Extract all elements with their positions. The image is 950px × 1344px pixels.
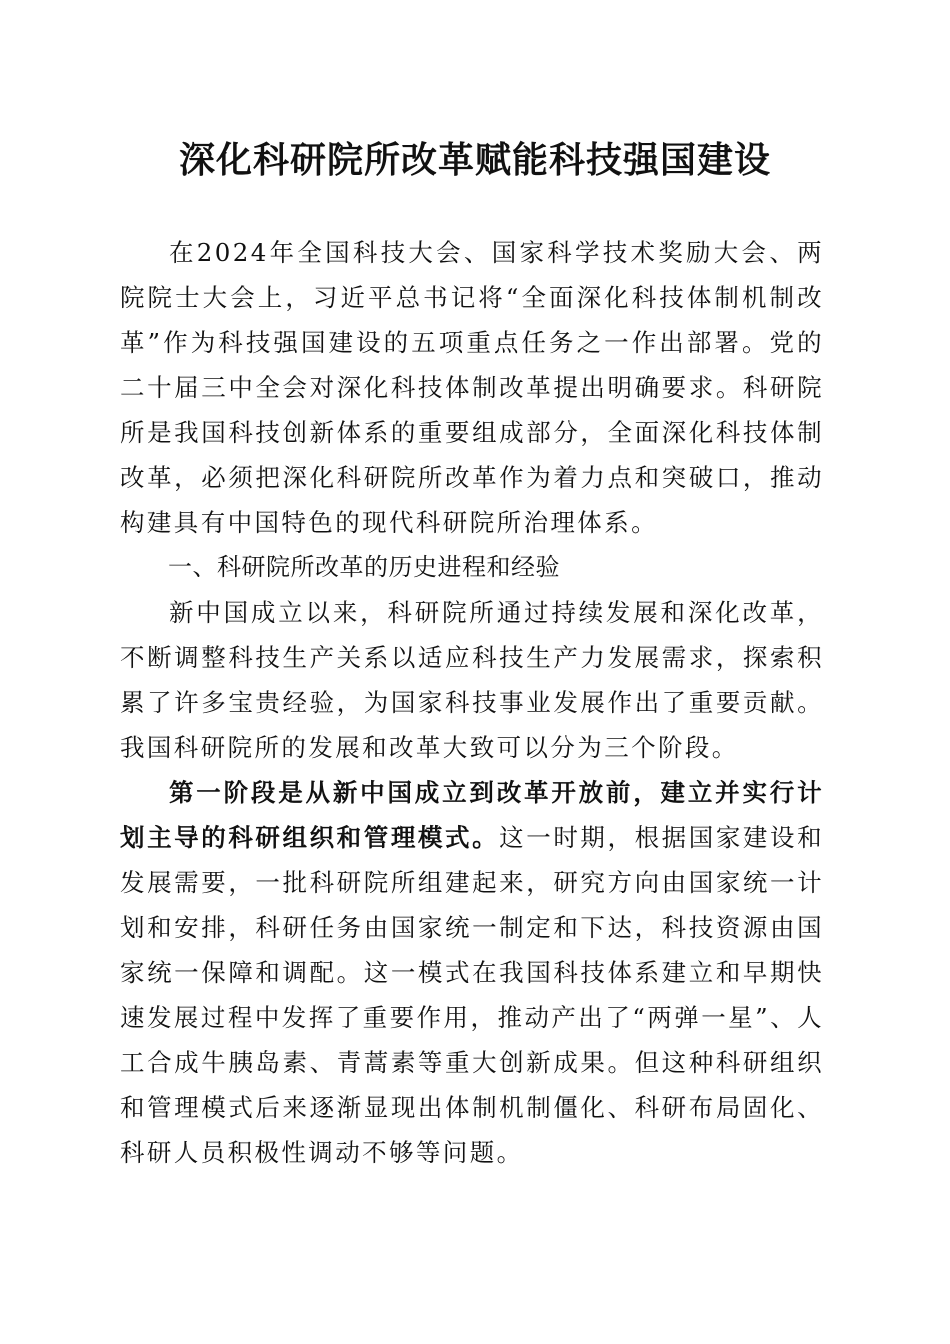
intro-paragraph: 在2024年全国科技大会、国家科学技术奖励大会、两院院士大会上，习近平总书记将“全面深化科技体制机制改革”作为科技强国建设的五项重点任务之一作出部署。党的二十届三中全会对深化科技体制改革提出明确要求。科研院所是我国科技创新体系的重要组成部分，全面深化科技体制改革，必须把深化科研院所改革作为着力点和突破口，推动构建具有中国特色的现代科研院所治理体系。	[120, 238, 824, 537]
document-body	[120, 230, 824, 1175]
stage-one-lead-sentence: 第一阶段是从新中国成立到改革开放前，建立并实行计划主导的科研组织和管理模式。	[120, 778, 824, 852]
section-paragraph-1: 新中国成立以来，科研院所通过持续发展和深化改革，不断调整科技生产关系以适应科技生产力发展需求，探索积累了许多宝贵经验，为国家科技事业发展作出了重要贡献。我国科研院所的发展和改革大致可以分为三个阶段。	[120, 598, 824, 762]
section-paragraph-2	[120, 770, 824, 1175]
document-title: 深化科研院所改革赋能科技强国建设	[178, 139, 771, 181]
section-heading: 一、科研院所改革的历史进程和经验	[168, 553, 560, 581]
stage-one-description: 这一时期，根据国家建设和发展需要，一批科研院所组建起来，研究方向由国家统一计划和安排，科研任务由国家统一制定和下达，科技资源由国家统一保障和调配。这一模式在我国科技体系建立和早期快速发展过程中发挥了重要作用，推动产出了“两弹一星”、人工合成牛胰岛素、青蒿素等重大创新成果。但这种科研组织和管理模式后来逐渐显现出体制机制僵化、科研布局固化、科研人员积极性调动不够等问题。	[120, 823, 824, 1167]
